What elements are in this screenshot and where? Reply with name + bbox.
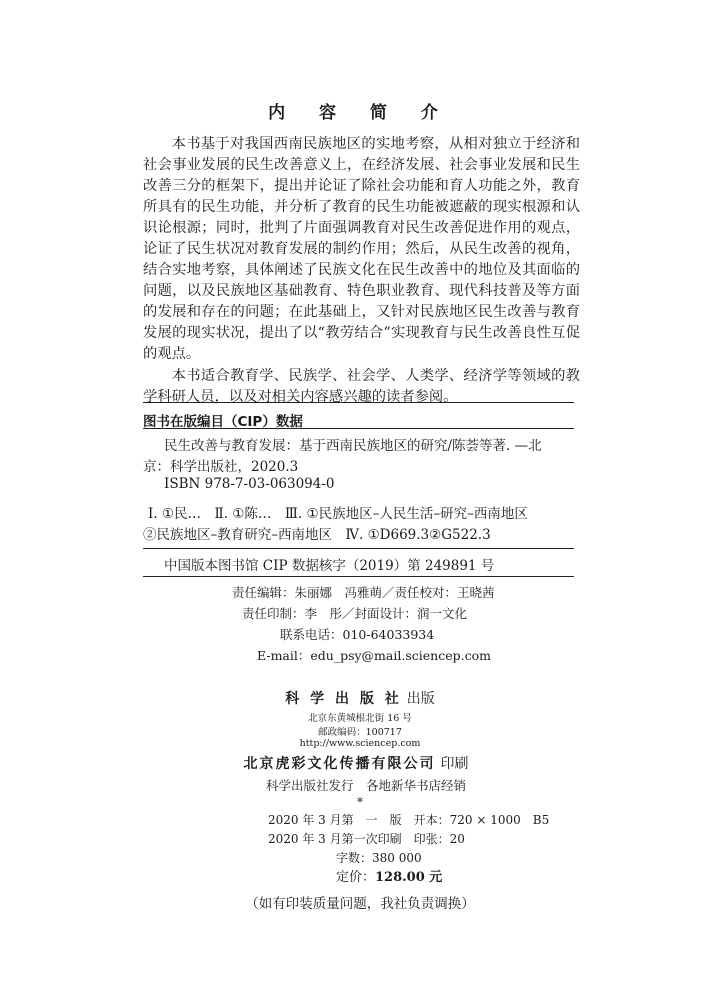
cip-bibliographic-line-2: 京：科学出版社，2020.3 [143, 459, 299, 475]
publisher-suffix: 出版 [406, 691, 435, 707]
credits-print-design: 责任印制：李 彤／封面设计：润一文化 [242, 606, 468, 621]
printer-suffix: 印刷 [440, 756, 469, 772]
cip-bibliographic-line-1: 民生改善与教育发展：基于西南民族地区的研究/陈荟等著. —北 [164, 438, 542, 454]
edition-info: 2020 年 3 月第 一 版 开本：720 × 1000 B5 [268, 813, 550, 827]
cip-heading: 图书在版编目（CIP）数据 [143, 414, 303, 430]
publisher-postcode: 邮政编码：100717 [318, 727, 402, 738]
cip-isbn: ISBN 978-7-03-063094-0 [164, 476, 335, 492]
separator-star: * [357, 795, 363, 809]
printing-info: 2020 年 3 月第一次印刷 印张：20 [268, 832, 465, 846]
credits-phone: 联系电话：010-64033934 [280, 627, 435, 642]
price-label: 定价： [336, 870, 376, 885]
printer-line [0, 753, 716, 773]
synopsis-paragraph-1: 本书基于对我国西南民族地区的实地考察，从相对独立于经济和社会事业发展的民生改善意义上，在经济发展、社会事业发展和民生改善三分的框架下，提出并论证了除社会功能和育人功能之外，教育所具有的民生功能，并分析了教育的民生功能被遮蔽的现实根源和认识论根源；同时，批判了片面强调教育对民生改善促进作用的观点，论证了民生状况对教育发展的制约作用；然后，从民生改善的视角，结合实地考察，具体阐述了民族文化在民生改善中的地位及其面临的问题，以及民族地区基础教育、特色职业教育、现代科技普及等方面的发展和存在的问题；在此基础上，又针对民族地区民生改善与教育发展的现实状况，提出了以“教劳结合”实现教育与民生改善良性互促的观点。 [143, 136, 580, 362]
credits-editors: 责任编辑：朱丽娜 冯雅萌／责任校对：王晓茜 [232, 585, 495, 600]
cip-record-number: 中国版本图书馆 CIP 数据核字（2019）第 249891 号 [164, 558, 495, 574]
publisher-name: 科 学 出 版 社 [285, 691, 402, 707]
cip-bottom-rule [143, 576, 574, 577]
credits-email: E-mail：edu_psy@mail.sciencep.com [257, 648, 491, 663]
price-value: 128.00 元 [375, 870, 443, 885]
synopsis-paragraph-2: 本书适合教育学、民族学、社会学、人类学、经济学等领域的教学科研人员，以及对相关内容感兴趣的读者参阅。 [143, 368, 580, 405]
quality-notice: （如有印装质量问题，我社负责调换） [245, 896, 475, 912]
cip-record-rule [143, 548, 574, 549]
publisher-address: 北京东黄城根北街 16 号 [308, 713, 412, 724]
synopsis [143, 134, 580, 409]
publisher-line [0, 688, 720, 708]
cip-classification-1: Ⅰ. ①民… Ⅱ. ①陈… Ⅲ. ①民族地区–人民生活–研究–西南地区 [148, 506, 528, 522]
printer-name: 北京虎彩文化传播有限公司 [243, 756, 436, 772]
distribution-line: 科学出版社发行 各地新华书店经销 [265, 778, 466, 793]
page-title: 内 容 简 介 [268, 103, 452, 123]
price-line [336, 866, 442, 885]
word-count: 字数：380 000 [336, 851, 422, 865]
publisher-website: http://www.sciencep.com [299, 738, 421, 749]
cip-top-rule [143, 402, 574, 403]
cip-classification-2: ②民族地区–教育研究–西南地区 Ⅳ. ①D669.3②G522.3 [143, 527, 491, 543]
cip-heading-rule [143, 428, 574, 429]
